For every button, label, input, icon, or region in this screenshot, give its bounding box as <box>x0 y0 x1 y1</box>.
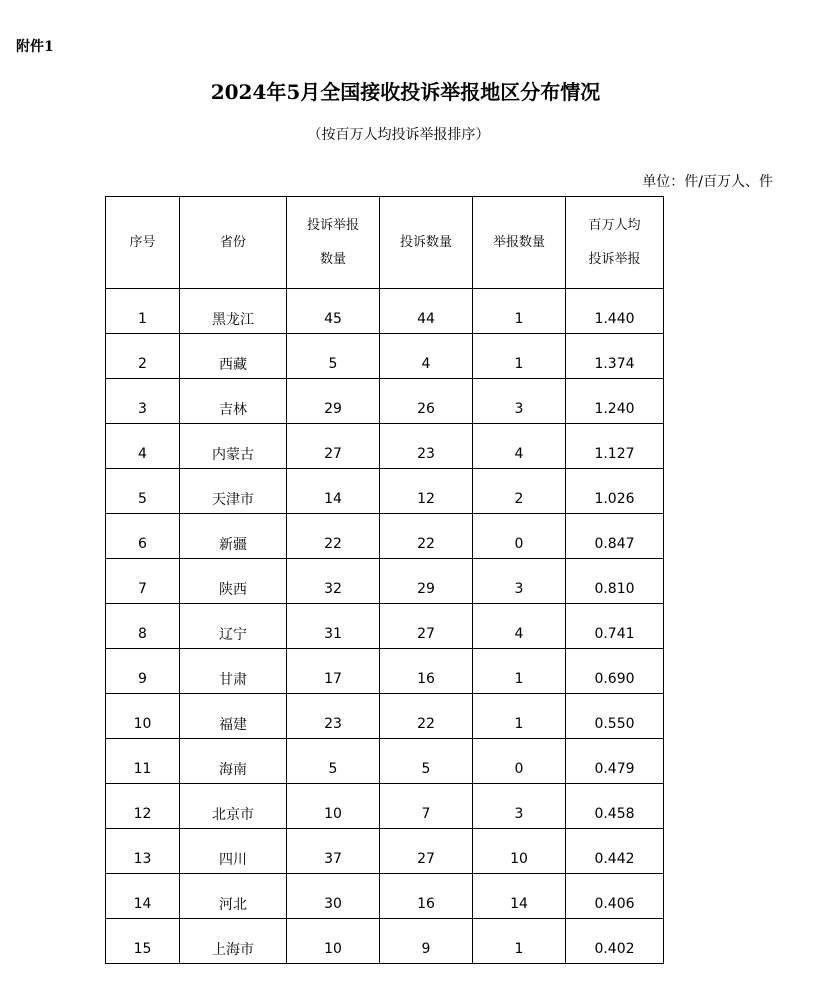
cell-province: 四川 <box>180 829 287 874</box>
cell-province: 辽宁 <box>180 604 287 649</box>
cell-complaints: 27 <box>380 604 473 649</box>
header-total-line2: 数量 <box>319 251 346 267</box>
cell-total: 31 <box>287 604 380 649</box>
header-province-label: 省份 <box>219 234 246 250</box>
cell-reports: 4 <box>473 604 566 649</box>
cell-province: 新疆 <box>180 514 287 559</box>
cell-province: 福建 <box>180 694 287 739</box>
cell-seq: 5 <box>106 469 180 514</box>
cell-reports: 3 <box>473 379 566 424</box>
table-row <box>106 379 664 424</box>
header-reports <box>473 197 566 289</box>
cell-per-million: 0.442 <box>566 829 664 874</box>
header-per-million-line1: 百万人均 <box>588 217 641 233</box>
cell-province: 海南 <box>180 739 287 784</box>
cell-reports: 10 <box>473 829 566 874</box>
cell-per-million: 0.810 <box>566 559 664 604</box>
table-row <box>106 784 664 829</box>
cell-complaints: 27 <box>380 829 473 874</box>
cell-reports: 2 <box>473 469 566 514</box>
table-body <box>106 289 664 964</box>
table-row <box>106 514 664 559</box>
table-row <box>106 739 664 784</box>
cell-total: 37 <box>287 829 380 874</box>
cell-province: 西藏 <box>180 334 287 379</box>
cell-reports: 0 <box>473 514 566 559</box>
header-province <box>180 197 287 289</box>
cell-reports: 1 <box>473 289 566 334</box>
cell-seq: 11 <box>106 739 180 784</box>
attachment-label: 附件1 <box>16 39 54 55</box>
cell-complaints: 22 <box>380 694 473 739</box>
cell-per-million: 0.479 <box>566 739 664 784</box>
cell-total: 27 <box>287 424 380 469</box>
table-row <box>106 559 664 604</box>
cell-total: 10 <box>287 784 380 829</box>
cell-province: 吉林 <box>180 379 287 424</box>
cell-seq: 4 <box>106 424 180 469</box>
header-complaints <box>380 197 473 289</box>
cell-seq: 8 <box>106 604 180 649</box>
cell-province: 甘肃 <box>180 649 287 694</box>
cell-total: 10 <box>287 919 380 964</box>
cell-per-million: 1.127 <box>566 424 664 469</box>
cell-per-million: 0.550 <box>566 694 664 739</box>
table-row <box>106 874 664 919</box>
header-seq-label: 序号 <box>129 234 156 250</box>
cell-per-million: 0.690 <box>566 649 664 694</box>
cell-complaints: 5 <box>380 739 473 784</box>
cell-total: 23 <box>287 694 380 739</box>
cell-province: 黑龙江 <box>180 289 287 334</box>
page-title: 2024年5月全国接收投诉举报地区分布情况 <box>210 80 601 104</box>
cell-seq: 12 <box>106 784 180 829</box>
table-row <box>106 694 664 739</box>
cell-reports: 3 <box>473 784 566 829</box>
table-row <box>106 469 664 514</box>
cell-per-million: 0.847 <box>566 514 664 559</box>
header-total <box>287 197 380 289</box>
cell-complaints: 9 <box>380 919 473 964</box>
cell-seq: 9 <box>106 649 180 694</box>
cell-reports: 1 <box>473 694 566 739</box>
cell-reports: 1 <box>473 919 566 964</box>
cell-per-million: 0.406 <box>566 874 664 919</box>
cell-complaints: 4 <box>380 334 473 379</box>
cell-seq: 6 <box>106 514 180 559</box>
distribution-table <box>105 196 664 964</box>
cell-seq: 15 <box>106 919 180 964</box>
cell-reports: 14 <box>473 874 566 919</box>
cell-per-million: 1.026 <box>566 469 664 514</box>
cell-reports: 4 <box>473 424 566 469</box>
header-complaints-label: 投诉数量 <box>399 234 452 250</box>
cell-total: 32 <box>287 559 380 604</box>
cell-seq: 10 <box>106 694 180 739</box>
cell-province: 内蒙古 <box>180 424 287 469</box>
cell-seq: 2 <box>106 334 180 379</box>
cell-total: 22 <box>287 514 380 559</box>
table-row <box>106 334 664 379</box>
cell-province: 天津市 <box>180 469 287 514</box>
cell-province: 北京市 <box>180 784 287 829</box>
header-per-million <box>566 197 664 289</box>
cell-reports: 0 <box>473 739 566 784</box>
unit-note: 单位：件/百万人、件 <box>642 174 773 190</box>
header-seq <box>106 197 180 289</box>
table-row <box>106 289 664 334</box>
table-row <box>106 604 664 649</box>
cell-total: 5 <box>287 334 380 379</box>
cell-complaints: 26 <box>380 379 473 424</box>
table-row <box>106 919 664 964</box>
cell-seq: 1 <box>106 289 180 334</box>
cell-per-million: 1.240 <box>566 379 664 424</box>
header-reports-label: 举报数量 <box>492 234 545 250</box>
cell-seq: 14 <box>106 874 180 919</box>
cell-complaints: 16 <box>380 649 473 694</box>
page-subtitle: （按百万人均投诉举报排序） <box>307 127 490 143</box>
cell-total: 14 <box>287 469 380 514</box>
table-header-row <box>106 197 664 289</box>
cell-seq: 3 <box>106 379 180 424</box>
cell-total: 17 <box>287 649 380 694</box>
cell-complaints: 44 <box>380 289 473 334</box>
cell-complaints: 12 <box>380 469 473 514</box>
cell-reports: 1 <box>473 649 566 694</box>
cell-seq: 7 <box>106 559 180 604</box>
table-row <box>106 829 664 874</box>
cell-per-million: 1.440 <box>566 289 664 334</box>
cell-total: 29 <box>287 379 380 424</box>
cell-per-million: 0.458 <box>566 784 664 829</box>
cell-complaints: 7 <box>380 784 473 829</box>
cell-complaints: 22 <box>380 514 473 559</box>
cell-complaints: 16 <box>380 874 473 919</box>
cell-total: 5 <box>287 739 380 784</box>
cell-reports: 1 <box>473 334 566 379</box>
cell-total: 45 <box>287 289 380 334</box>
cell-per-million: 0.741 <box>566 604 664 649</box>
table-row <box>106 424 664 469</box>
cell-complaints: 23 <box>380 424 473 469</box>
cell-province: 河北 <box>180 874 287 919</box>
cell-per-million: 0.402 <box>566 919 664 964</box>
cell-per-million: 1.374 <box>566 334 664 379</box>
cell-total: 30 <box>287 874 380 919</box>
cell-reports: 3 <box>473 559 566 604</box>
cell-seq: 13 <box>106 829 180 874</box>
header-per-million-line2: 投诉举报 <box>588 251 641 267</box>
header-total-line1: 投诉举报 <box>306 217 359 233</box>
cell-complaints: 29 <box>380 559 473 604</box>
cell-province: 上海市 <box>180 919 287 964</box>
table-row <box>106 649 664 694</box>
cell-province: 陕西 <box>180 559 287 604</box>
